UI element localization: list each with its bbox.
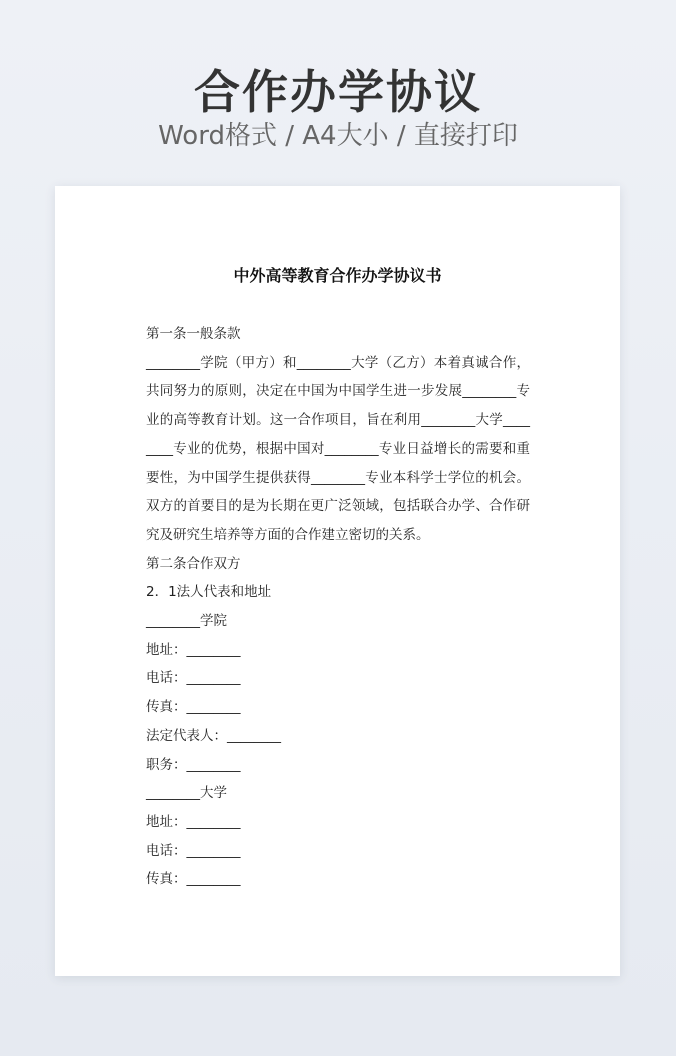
party-b-phone: 电话：________ — [146, 842, 241, 859]
party-a-position: 职务：________ — [146, 756, 241, 773]
party-a-fax: 传真：________ — [146, 699, 241, 716]
section-heading: 第一条一般条款 — [146, 326, 241, 342]
general-clause-paragraph: ________学院（甲方）和________大学（乙方）本着真诚合作，共同努力的原则，决定在中国为中国学生进一步发展________专业的高等教育计划。这一合作项目，旨在利用________大学________专业的优势，根据中国对________专业日益增长的需要和重要性，为中国学生提供获得________专业本科学士学位的机会。双方的首要目的是为长期在更广泛领域，包括联合办学、合作研究及研究生培养等方面的合作建立密切的关系。 — [146, 354, 530, 543]
party-b-address: 地址：________ — [146, 813, 241, 830]
party-b-fax: 传真：________ — [146, 871, 241, 888]
party-a-phone: 电话：________ — [146, 670, 241, 687]
header-banner — [0, 0, 676, 186]
banner-subtitle: Word格式 / A4大小 / 直接打印 — [158, 121, 518, 151]
party-a-name: ________学院 — [146, 613, 227, 630]
section-heading: 第二条合作双方 — [146, 555, 241, 572]
party-a-address: 地址：________ — [146, 641, 241, 658]
party-b-name: ________大学 — [146, 785, 227, 802]
document-body — [146, 320, 530, 894]
banner-title: 合作办学协议 — [194, 65, 482, 119]
document-title: 中外高等教育合作办学协议书 — [233, 266, 442, 285]
subsection-heading: 2．1法人代表和地址 — [146, 584, 272, 601]
party-a-legal-rep: 法定代表人：________ — [146, 727, 281, 744]
document-page — [55, 186, 620, 976]
